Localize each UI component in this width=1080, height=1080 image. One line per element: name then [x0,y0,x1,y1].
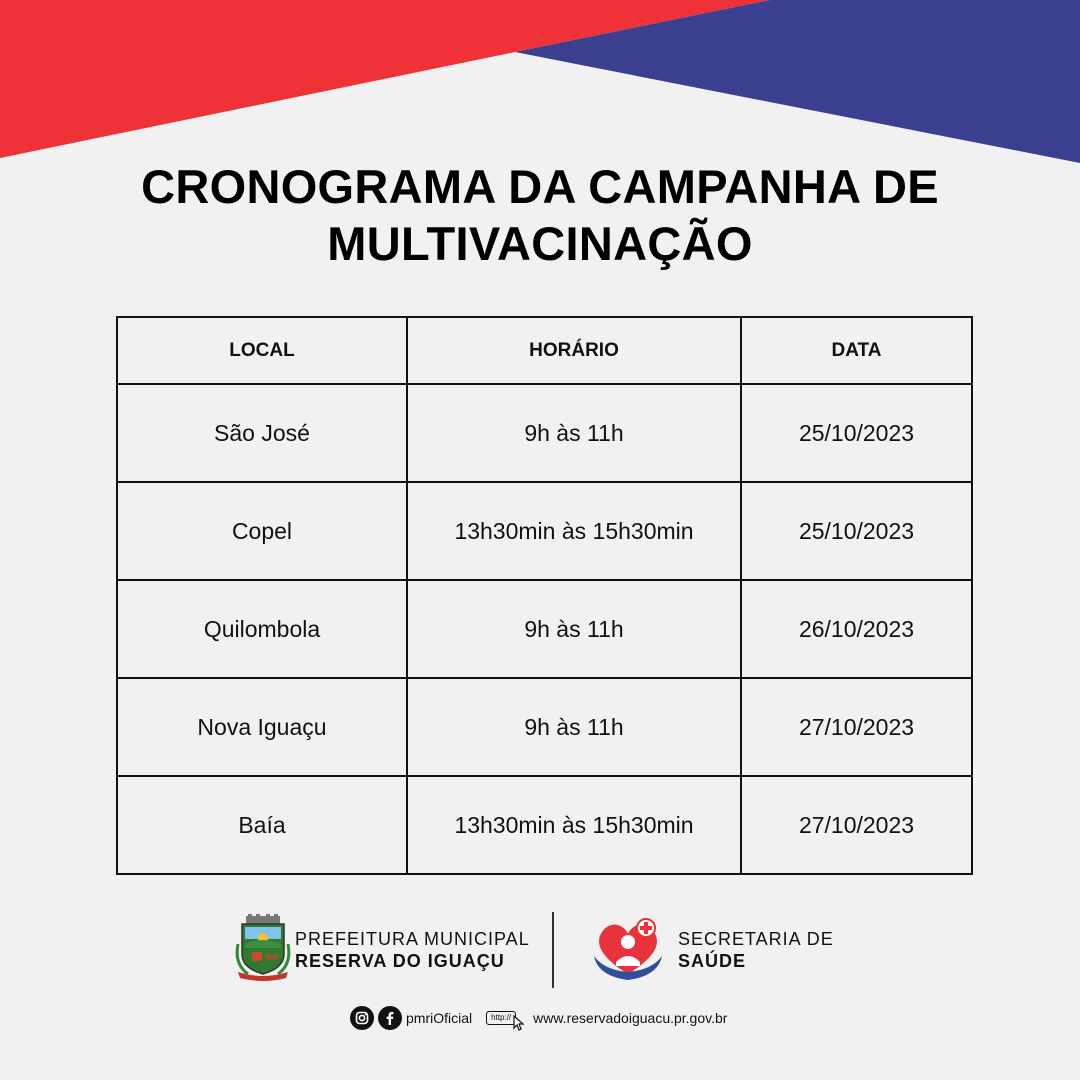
header-horario: HORÁRIO [407,317,741,384]
secretaria-line-1: SECRETARIA DE [678,929,834,949]
url-badge: http:// [486,1011,516,1025]
cell-horario: 13h30min às 15h30min [407,482,741,580]
cell-local: Nova Iguaçu [117,678,407,776]
cell-horario: 9h às 11h [407,580,741,678]
health-secretariat-logo [592,916,664,982]
prefeitura-line-2: RESERVA DO IGUAÇU [295,951,505,971]
secretaria-line-2: SAÚDE [678,951,747,971]
table-row [117,678,972,776]
social-handle[interactable]: pmriOficial [406,1010,473,1026]
table-row [117,482,972,580]
table-row [117,580,972,678]
page-title [0,158,1080,272]
prefeitura-name [295,928,530,972]
cell-local: Baía [117,776,407,874]
title-line-1: CRONOGRAMA DA CAMPANHA DE [141,160,939,213]
cell-local: Quilombola [117,580,407,678]
facebook-icon[interactable] [378,1006,402,1030]
coat-of-arms-logo [234,914,292,982]
cell-data: 25/10/2023 [741,384,972,482]
table-header-row [117,317,972,384]
cell-data: 27/10/2023 [741,678,972,776]
title-line-2: MULTIVACINAÇÃO [327,217,753,270]
secretaria-name [678,928,834,972]
header-data: DATA [741,317,972,384]
header-banner [0,0,1080,170]
cell-data: 27/10/2023 [741,776,972,874]
table-row [117,776,972,874]
website-link[interactable]: www.reservadoiguacu.pr.gov.br [533,1010,728,1026]
schedule-table [116,316,973,875]
cell-local: Copel [117,482,407,580]
table-row [117,384,972,482]
web-cursor-icon [486,1005,525,1031]
cell-horario: 9h às 11h [407,384,741,482]
cell-local: São José [117,384,407,482]
social-links [350,1005,727,1031]
header-local: LOCAL [117,317,407,384]
cell-data: 26/10/2023 [741,580,972,678]
cell-horario: 13h30min às 15h30min [407,776,741,874]
cell-data: 25/10/2023 [741,482,972,580]
footer-divider [552,912,554,988]
instagram-icon[interactable] [350,1006,374,1030]
prefeitura-line-1: PREFEITURA MUNICIPAL [295,929,530,949]
cell-horario: 9h às 11h [407,678,741,776]
